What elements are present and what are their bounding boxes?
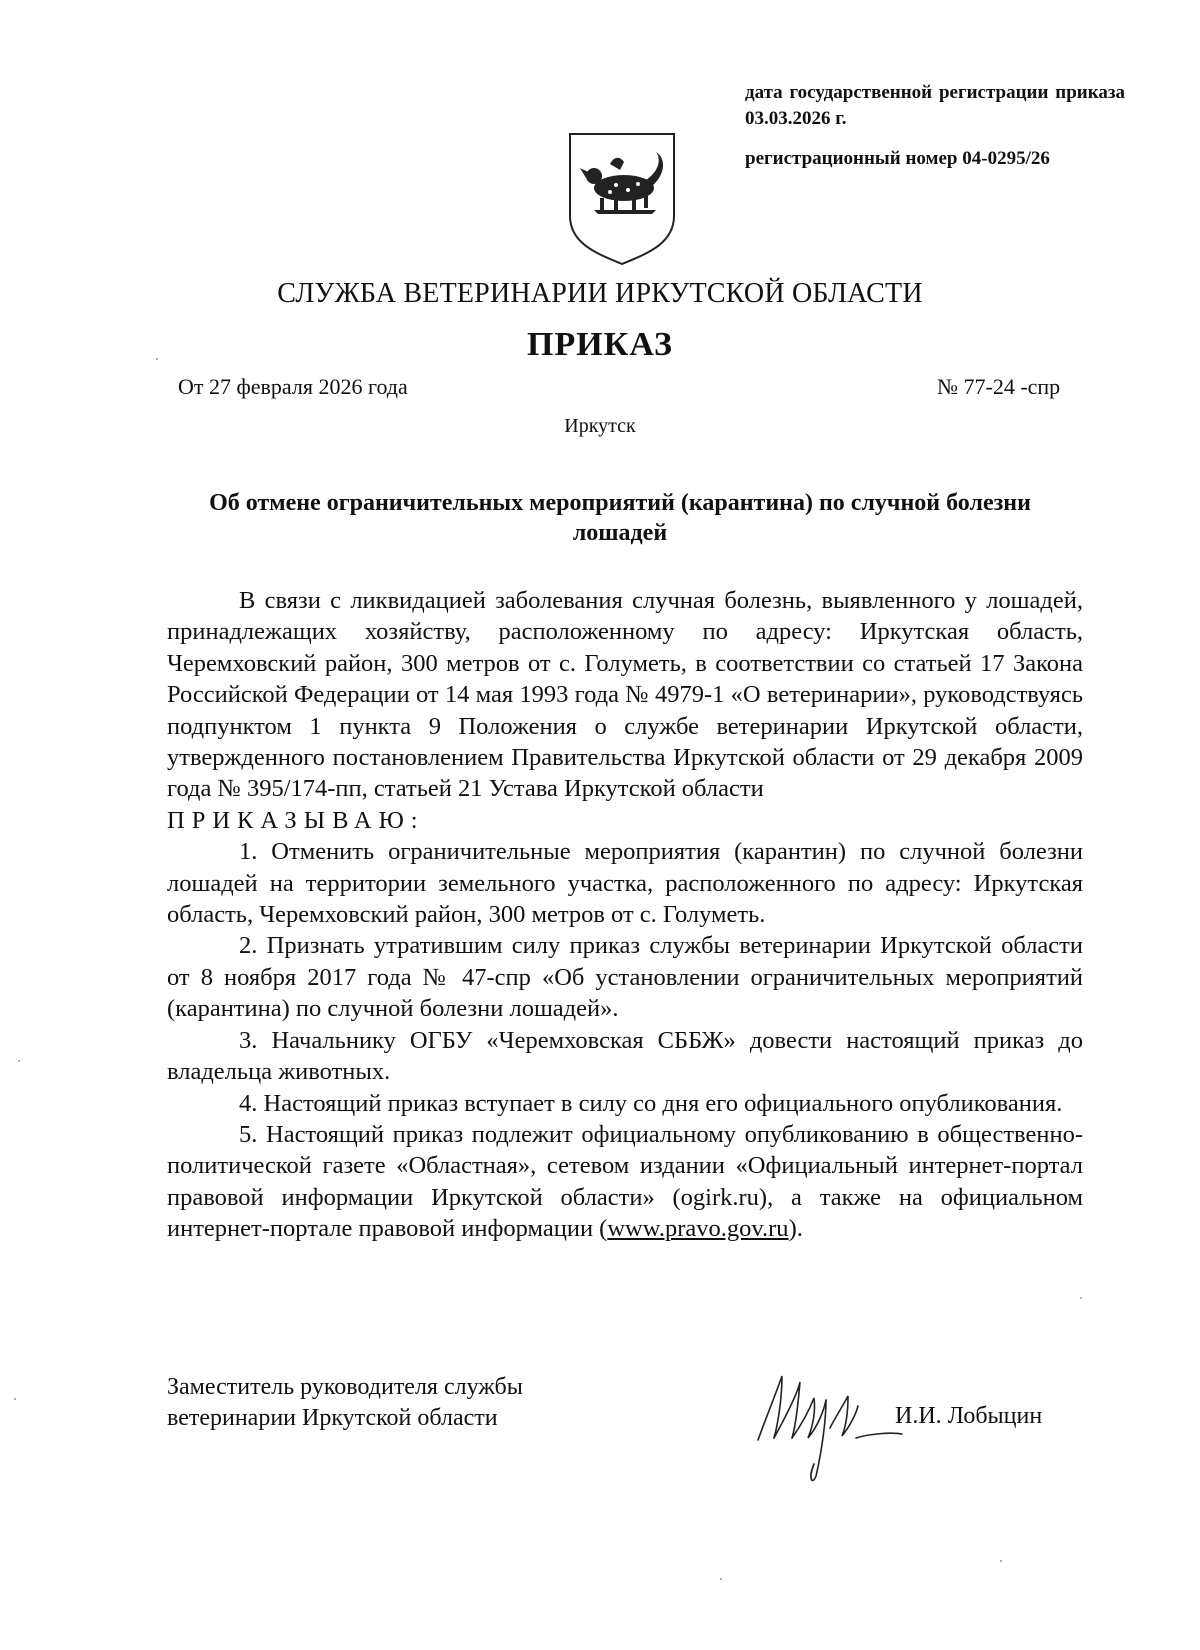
- order-item-5-end: ).: [788, 1215, 803, 1243]
- signer-position: [167, 1372, 523, 1434]
- organization-name: СЛУЖБА ВЕТЕРИНАРИИ ИРКУТСКОЙ ОБЛАСТИ: [277, 278, 923, 309]
- pravo-link[interactable]: www.pravo.gov.ru: [607, 1215, 789, 1243]
- scan-speck: [18, 1060, 20, 1062]
- irkutsk-coat-of-arms-icon: [566, 130, 678, 266]
- signer-name: И.И. Лобыцин: [895, 1403, 1043, 1429]
- order-item-5: [167, 1119, 1083, 1245]
- document-city: Иркутск: [564, 415, 636, 437]
- order-item-1: 1. Отменить ограничительные мероприятия (карантин) по случной болезни лошадей на территории земельного участка, расположенного по адресу: Иркутская область, Черемховский район, 300 метров от с. Голуметь.: [167, 838, 1083, 929]
- document-subject: Об отмене ограничительных мероприятий (карантина) по случной болезни лошадей: [209, 490, 1031, 546]
- scan-speck: [720, 1578, 722, 1580]
- order-item-5-text: 5. Настоящий приказ подлежит официальному опубликованию в общественно-политической газете «Областная», сетевом издании «Официальный интернет-портал правовой информации Иркутской области» (ogirk.ru), а также на официальном интернет-портале правовой информации (: [167, 1120, 1083, 1243]
- scan-speck: [156, 358, 158, 360]
- order-item-3: 3. Начальнику ОГБУ «Черемховская СББЖ» довести настоящий приказ до владельца животных.: [167, 1026, 1083, 1086]
- registration-stamp: [745, 80, 1125, 172]
- registration-date: дата государственной регистрации приказа 03.03.2026 г.: [745, 82, 1125, 129]
- document-type: ПРИКАЗ: [527, 326, 673, 363]
- handwritten-signature-icon: [752, 1368, 912, 1486]
- document-number: № 77-24 -спр: [937, 374, 1061, 399]
- order-item-2: 2. Признать утратившим силу приказ службы ветеринарии Иркутской области от 8 ноября 2017 года № 47-спр «Об установлении ограничительных мероприятий (карантина) по случной болезни лошадей».: [167, 932, 1083, 1023]
- scan-speck: [1000, 1560, 1002, 1562]
- order-word: ПРИКАЗЫВАЮ:: [167, 806, 425, 834]
- order-item-4: 4. Настоящий приказ вступает в силу со дня его официального опубликования.: [239, 1089, 1063, 1117]
- preamble: В связи с ликвидацией заболевания случная болезнь, выявленного у лошадей, принадлежащих хозяйству, расположенному по адресу: Иркутская область, Черемховский район, 300 метров от с. Голуметь, в соответствии со статьей 17 Закона Российской Федерации от 14 мая 1993 года № 4979-1 «О ветеринарии», руководствуясь подпунктом 1 пункта 9 Положения о службе ветеринарии Иркутской области, утвержденного постановлением Правительства Иркутской области от 29 декабря 2009 года № 395/174-пп, статьей 21 Устава Иркутской области: [167, 587, 1083, 803]
- scan-speck: [14, 1398, 16, 1400]
- document-body: [167, 585, 1083, 1245]
- signer-position-line-2: ветеринарии Иркутской области: [167, 1405, 498, 1431]
- scan-speck: [1080, 1297, 1082, 1299]
- document-date: От 27 февраля 2026 года: [178, 374, 408, 399]
- signer-position-line-1: Заместитель руководителя службы: [167, 1374, 523, 1400]
- registration-number: регистрационный номер 04-0295/26: [745, 148, 1050, 169]
